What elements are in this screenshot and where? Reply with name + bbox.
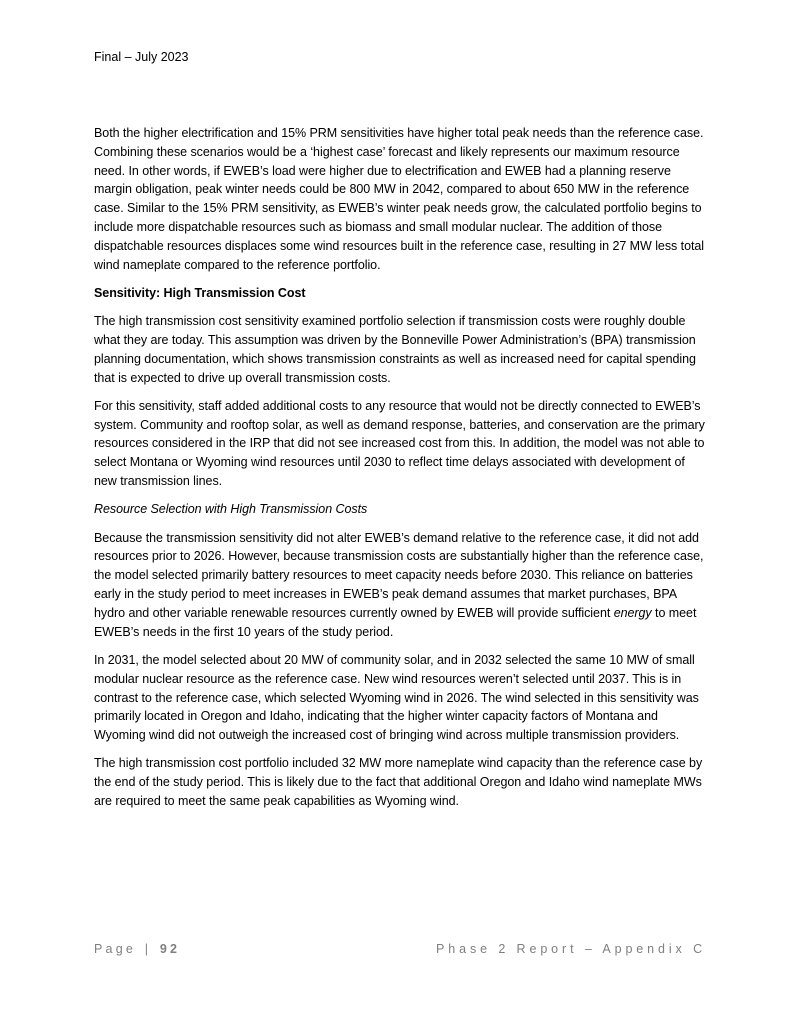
section-heading-high-transmission-cost: Sensitivity: High Transmission Cost <box>94 285 306 300</box>
page-body <box>94 124 710 820</box>
footer-page-number: 92 <box>159 942 181 956</box>
footer-page-info <box>94 942 180 956</box>
header-text: Final – July 2023 <box>94 50 189 64</box>
paragraph-transmission-assumption: The high transmission cost sensitivity examined portfolio selection if transmission costs were roughly double what they are today. This assumption was driven by the Bonneville Power Administration’s (BPA) transmission planning documentation, which shows transmission constraints as well as increased need for capital spending that is expected to drive up overall transmission costs. <box>94 314 696 385</box>
paragraph-battery-reliance-part2: to meet EWEB’s needs in the first 10 years of the study period. <box>94 605 697 639</box>
paragraph-battery-reliance-part1: Because the transmission sensitivity did not alter EWEB’s demand relative to the reference case, it did not add resources prior to 2026. However, because transmission costs are substantially higher than the reference case, the model selected primarily battery resources to meet capacity needs before 2030. This reliance on batteries early in the study period to meet increases in EWEB’s peak demand assumes that market purchases, BPA hydro and other variable renewable resources currently owned by EWEB will provide sufficient <box>94 530 704 620</box>
emphasis-energy: energy <box>613 605 652 620</box>
paragraph-battery-reliance <box>94 529 710 642</box>
paragraph-wind-capacity: The high transmission cost portfolio included 32 MW more nameplate wind capacity than the reference case by the end of the study period. This is likely due to the fact that additional Oregon and Idaho wind nameplate MWs are required to meet the same peak capabilities as Wyoming wind. <box>94 756 703 808</box>
paragraph-highest-case: Both the higher electrification and 15% PRM sensitivities have higher total peak needs than the reference case. Combining these scenarios would be a ‘highest case’ forecast and likely represents our maximum resource need. In other words, if EWEB’s load were higher due to electrification and EWEB had a planning reserve margin obligation, peak winter needs could be 800 MW in 2042, compared to about 650 MW in the reference case. Similar to the 15% PRM sensitivity, as EWEB’s winter peak needs grow, the calculated portfolio begins to include more dispatchable resources such as biomass and small modular nuclear. The addition of those dispatchable resources displaces some wind resources built in the reference case, resulting in 27 MW less total wind nameplate compared to the reference portfolio. <box>94 126 705 272</box>
subheading-resource-selection: Resource Selection with High Transmission Costs <box>94 502 368 517</box>
paragraph-2031-selection: In 2031, the model selected about 20 MW of community solar, and in 2032 selected the same 10 MW of small modular nuclear resource as the reference case. New wind resources weren’t selected until 2037. This is in contrast to the reference case, which selected Wyoming wind in 2026. The wind selected in this sensitivity was primarily located in Oregon and Idaho, indicating that the higher winter capacity factors of Montana and Wyoming wind did not outweigh the increased cost of bringing wind across multiple transmission providers. <box>94 652 699 743</box>
running-header <box>94 49 189 65</box>
footer-page-label: Page <box>94 942 136 956</box>
footer-separator: | <box>144 942 152 956</box>
paragraph-sensitivity-method: For this sensitivity, staff added additional costs to any resource that would not be directly connected to EWEB’s system. Community and rooftop solar, as well as demand response, batteries, and conservation are the primary resources considered in the IRP that did not see increased cost from this. In addition, the model was not able to select Montana or Wyoming wind resources until 2030 to reflect time delays associated with development of new transmission lines. <box>94 398 705 489</box>
footer-report-title: Phase 2 Report – Appendix C <box>436 942 706 956</box>
page-footer <box>94 942 706 960</box>
